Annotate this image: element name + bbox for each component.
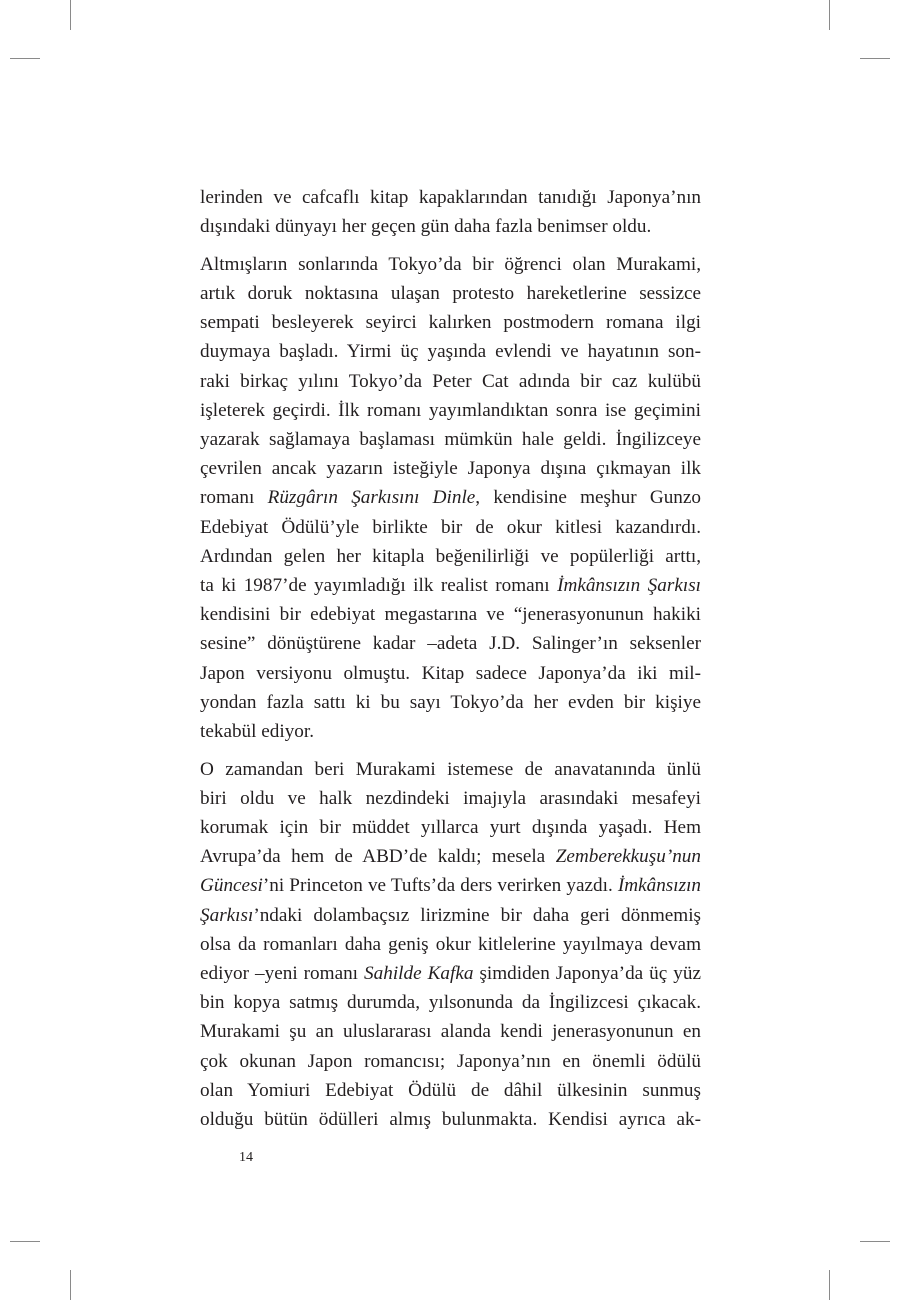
text-line	[200, 367, 701, 396]
text-segment: kendisini bir edebiyat megastarına ve “jenerasyonunun hakiki	[200, 604, 701, 626]
page-number: 14	[239, 1150, 253, 1165]
text-segment: şimdiden Japonya’da üç yüz	[473, 963, 702, 985]
text-segment: olsa da romanları daha geniş okur kitlelerine yayılmaya devam	[200, 933, 701, 955]
text-line	[200, 250, 701, 279]
text-segment: artık doruk noktasına ulaşan protesto hareketlerine sessizce	[200, 283, 701, 304]
text-segment: lerinden ve cafcaflı kitap kapaklarından tanıdığı Japonya’nın	[200, 187, 701, 208]
text-segment: olan Yomiuri Edebiyat Ödülü de dâhil ülkesinin sunmuş	[200, 1079, 701, 1101]
paragraph	[200, 755, 701, 1135]
italic-title-text: İmkânsızın	[617, 875, 701, 897]
text-segment: biri oldu ve halk nezdindeki imajıyla arasındaki mesafeyi	[200, 787, 701, 809]
text-segment: Japon versiyonu olmuştu. Kitap sadece Japonya’da iki mil-	[200, 662, 701, 684]
text-segment: ediyor –yeni romanı	[200, 963, 365, 985]
text-line	[200, 755, 701, 784]
crop-mark-bottom-left-horizontal	[10, 1241, 40, 1242]
text-line	[200, 279, 701, 308]
text-segment: çevrilen ancak yazarın isteğiyle Japonya dışına çıkmayan ilk	[200, 458, 701, 480]
text-line	[200, 542, 701, 571]
text-line	[200, 183, 701, 212]
text-segment: , kendisine meşhur Gunzo	[475, 487, 701, 509]
text-segment: Edebiyat Ödülü’yle birlikte bir de okur kitlesi kazandırdı.	[200, 516, 701, 538]
crop-mark-bottom-left	[70, 1270, 71, 1300]
text-line	[200, 813, 701, 842]
paragraph	[200, 250, 701, 746]
text-line	[200, 212, 701, 241]
text-line	[200, 1047, 701, 1076]
text-segment: korumak için bir müddet yıllarca yurt dışında yaşadı. Hem	[200, 817, 701, 839]
text-segment: olduğu bütün ödülleri almış bulunmakta. Kendisi ayrıca ak-	[200, 1109, 701, 1131]
text-line	[200, 1017, 701, 1046]
text-line	[200, 959, 701, 988]
text-line	[200, 571, 701, 600]
body-text	[200, 183, 701, 1134]
italic-title-text: Sahilde Kafka	[364, 963, 474, 985]
text-segment: dışındaki dünyayı her geçen gün daha fazla benimser oldu.	[200, 216, 652, 238]
text-line	[200, 1105, 701, 1134]
text-line	[200, 901, 701, 930]
text-line	[200, 688, 701, 717]
text-segment: raki birkaç yılını Tokyo’da Peter Cat adında bir caz kulübü	[200, 370, 701, 392]
text-line	[200, 717, 701, 746]
text-segment: duymaya başladı. Yirmi üç yaşında evlendi ve hayatının son-	[200, 341, 701, 363]
text-line	[200, 1076, 701, 1105]
text-segment: bin kopya satmış durumda, yılsonunda da İngilizcesi çıkacak.	[200, 992, 701, 1014]
crop-mark-top-left	[70, 0, 71, 30]
text-segment: ’ndaki dolambaçsız lirizmine bir daha geri dönmemiş	[253, 904, 701, 926]
italic-title-text: İmkânsızın Şarkısı	[557, 575, 701, 597]
text-line	[200, 425, 701, 454]
text-line	[200, 337, 701, 366]
crop-mark-top-left-horizontal	[10, 58, 40, 59]
text-segment: sempati besleyerek seyirci kalırken postmodern romana ilgi	[200, 312, 701, 334]
text-segment: sesine” dönüştürene kadar –adeta J.D. Salinger’ın seksenler	[200, 633, 701, 655]
text-line	[200, 629, 701, 658]
text-line	[200, 396, 701, 425]
italic-title-text: Zemberekkuşu’nun	[555, 846, 701, 868]
text-segment: çok okunan Japon romancısı; Japonya’nın en önemli ödülü	[200, 1050, 701, 1072]
text-line	[200, 784, 701, 813]
text-segment: Murakami şu an uluslararası alanda kendi jenerasyonunun en	[200, 1021, 701, 1043]
crop-mark-top-right-horizontal	[860, 58, 890, 59]
text-line	[200, 600, 701, 629]
crop-mark-top-right	[829, 0, 830, 30]
crop-mark-bottom-right	[829, 1270, 830, 1300]
text-line	[200, 930, 701, 959]
text-segment: yondan fazla sattı ki bu sayı Tokyo’da her evden bir kişiye	[200, 691, 701, 713]
italic-title-text: Güncesi	[200, 875, 263, 897]
text-segment: tekabül ediyor.	[200, 721, 315, 743]
text-segment: ’ni Princeton ve Tufts’da ders verirken yazdı.	[262, 875, 618, 897]
text-segment: Altmışların sonlarında Tokyo’da bir öğrenci olan Murakami,	[200, 253, 701, 275]
text-line	[200, 842, 701, 871]
text-line	[200, 988, 701, 1017]
italic-title-text: Rüzgârın Şarkısını Dinle	[267, 487, 476, 509]
text-line	[200, 871, 701, 900]
text-segment: işleterek geçirdi. İlk romanı yayımlandıktan sonra ise geçimini	[200, 399, 701, 421]
text-segment: O zamandan beri Murakami istemese de anavatanında ünlü	[200, 758, 701, 780]
paragraph	[200, 183, 701, 241]
text-line	[200, 659, 701, 688]
text-segment: ta ki 1987’de yayımladığı ilk realist romanı	[200, 575, 558, 597]
text-segment: yazarak sağlamaya başlaması mümkün hale geldi. İngilizceye	[200, 429, 701, 451]
text-line	[200, 454, 701, 483]
text-line	[200, 308, 701, 337]
crop-mark-bottom-right-horizontal	[860, 1241, 890, 1242]
text-segment: Ardından gelen her kitapla beğenilirliği ve popülerliği arttı,	[200, 545, 701, 567]
text-line	[200, 513, 701, 542]
text-segment: Avrupa’da hem de ABD’de kaldı; mesela	[200, 846, 556, 868]
italic-title-text: Şarkısı	[200, 904, 254, 926]
text-line	[200, 483, 701, 512]
text-segment: romanı	[200, 487, 268, 509]
